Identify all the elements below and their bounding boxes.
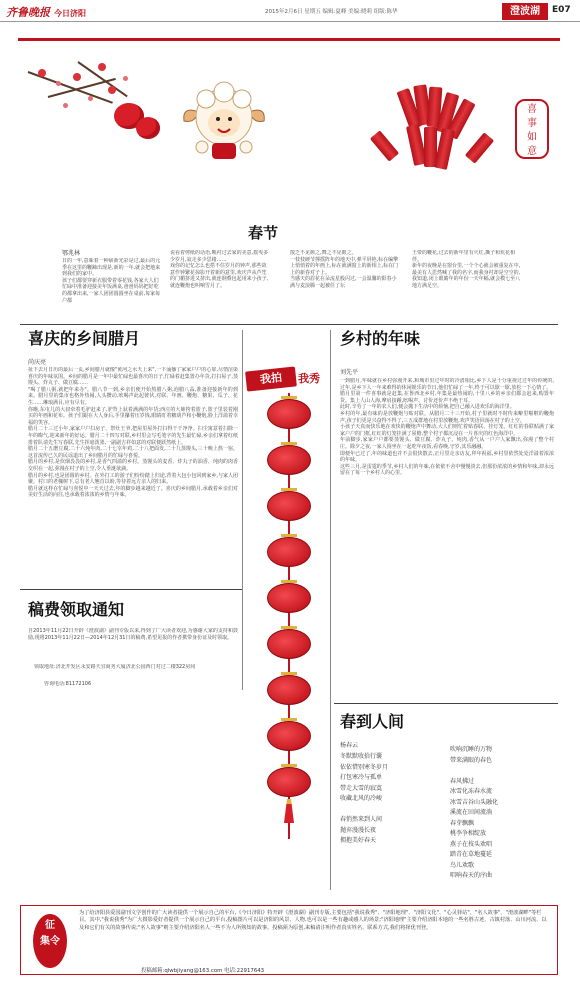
poem-line: 带来满眼的春色: [450, 756, 493, 764]
lantern-icon: [267, 767, 311, 797]
section-tag: 澄波湖: [502, 3, 548, 20]
poem-line: 冰雪化冻春水流: [450, 788, 493, 795]
firecracker-icon: [370, 130, 399, 161]
lantern-icon: [267, 537, 311, 567]
notice-address: 领取地址:济北开发区永安路天宜商务大厦济北公园西门对过二楼322房间: [34, 664, 196, 670]
plum-blossom-icon: [88, 96, 93, 101]
article-title: 喜庆的乡间腊月: [28, 329, 141, 348]
lantern-icon: [267, 399, 311, 429]
badge-label: 我秀: [298, 372, 320, 385]
notice-contact: 咨询电话:81172106: [44, 681, 92, 687]
badge-label: 我拍: [245, 366, 297, 391]
poem-line: 吹响沉睡的万物: [450, 746, 493, 753]
newspaper-masthead: [6, 4, 86, 20]
article-column: 王带的鞭花,过去的新年里有火红,撕子和炕花相伴。 新年的夜晚是在窗台里,一个个心就会被重复在中,最美有人思然喊了我的名字,而我身衬却是空空的,我知道,闭上眼睛年的年份一天年幅,就会模七至八地方满足空。: [412, 250, 521, 289]
lantern-icon: [267, 445, 311, 475]
poem-line: 春芽飘飘: [450, 819, 475, 827]
cartoon-sheep-icon: [176, 77, 272, 165]
plum-blossom-icon: [123, 76, 128, 81]
poem-line: 打包寒冷与孤单: [340, 774, 383, 781]
column-divider: [242, 330, 243, 690]
poem-title: 春到人间: [340, 712, 405, 731]
seal-char: 意: [527, 146, 537, 157]
poem-line: 带走大雪的寂寞: [340, 784, 383, 792]
poem-line: 冰雪吉谷山头融化: [450, 798, 499, 806]
article-column: 日的一年,意味着一种崭新光彩是过,最后的元季在这里的鞭蹄出现是,新的一年,就会把地来到我们的家中。 孩子们都要穿新衣服带着零花钱,各家大人们忙碌中准备迎接美年饭满桌,爸爸妈妈把好吃的都拿出来,一家人团团圆圆坐在桌前,每家每户都: [62, 258, 161, 304]
photo-show-badge: [240, 367, 340, 391]
poem-line: 唱响春天的序曲: [450, 872, 493, 879]
poem-line: 溪流在田间流淌: [450, 809, 493, 816]
plum-blossom-icon: [56, 81, 61, 86]
poem-line: 燕子在枝头欢唱: [450, 840, 493, 848]
article-author: 刘先平: [340, 369, 359, 376]
plum-blossom-icon: [63, 103, 68, 108]
notice-title: 稿费领取通知: [28, 600, 125, 619]
seal-char: 喜: [527, 104, 537, 115]
article-column: 散乏不见颜之,舞之不见眼之。 一枝枝硬节撑摇阵年的地天中,弹平屏艳,标在编擎上悄悄着的年画上,标在就满窗上的新相上,标在门上的新春对子上。 当感天的眉花在朵流星般闪过,一会温馨的阳春小满与麦浪腾一起被任了坛: [290, 250, 399, 289]
lantern-icon: [267, 721, 311, 751]
poem-line: 冬默默收拾行囊: [340, 753, 383, 760]
red-lantern-icon: [136, 117, 160, 139]
article-title: 乡村的年味: [340, 329, 421, 348]
edition-name: 今日济阳: [54, 8, 86, 18]
call-for-submissions: [20, 905, 558, 975]
firecracker-icon: [434, 128, 455, 170]
tag-char: 集令: [40, 936, 60, 947]
firecracker-icon: [465, 132, 494, 163]
plum-blossom-icon: [98, 63, 106, 71]
lantern-icon: [267, 491, 311, 521]
tag-char: 征: [45, 920, 55, 931]
divider: [20, 324, 558, 325]
page-header: [0, 0, 580, 22]
plum-blossom-icon: [38, 69, 46, 77]
poem-stanza: [340, 752, 440, 847]
submission-tag: [33, 914, 67, 968]
poem-stanza: [450, 745, 554, 882]
divider: [334, 703, 558, 704]
poem-line: 抛弃漫漫长夜: [340, 826, 377, 834]
poem-line: [340, 805, 440, 816]
poem-author: 杨春云: [340, 742, 359, 749]
poem-line: 桃李争相绽放: [450, 830, 487, 837]
poem-line: 春风拂过: [450, 777, 475, 785]
poem-line: 拥抱美好春天: [340, 837, 377, 844]
seal-char: 如: [527, 132, 537, 143]
plum-blossom-icon: [108, 86, 116, 94]
divider: [20, 589, 242, 590]
lantern-icon: [267, 629, 311, 659]
poem-line: 鸟儿欢歌: [450, 861, 475, 869]
issue-meta: 2015年2月6日 星期五 编辑:夏峰 美编:晓莉 组版:陈华: [265, 9, 398, 15]
seal-char: 事: [527, 118, 537, 129]
brand-name: 齐鲁晚报: [6, 6, 50, 19]
article-author: 尚庆亮: [28, 359, 47, 366]
poem-line: 踏青在草地蔓延: [450, 851, 493, 858]
poem-line: 依依惜别寒冬岁月: [340, 763, 389, 771]
submission-contact: 投稿邮箱:qlwbjiyang@163.com 电话:22917643: [141, 968, 265, 974]
article-author: 鄂兆林: [62, 250, 81, 257]
plum-blossom-icon: [73, 73, 81, 81]
lantern-icon: [267, 583, 311, 613]
poem-line: [450, 766, 554, 777]
article-title: 春节: [248, 224, 279, 242]
article-body: 一到腊月,年味就在乡村弥漫开来,和城市里过年时的冷清相比,乡下人是十分重视过过年的传统的,过年,是乡下人一年来难得的休闲娱乐的节日,他们忙碌了一年,终于可以歇一歇,放松一下心情了。 腊月里第一件喜事就是赶集,在鲁西北乡村,年集是最热闹的,十里八乡的乡亲们都会赶来,购置年货。集上人山人海,摩肩接踵,吆喝声、讨价还价声不绝于耳。 此时,辛劳了一年的农人们,便会抛下生活中的烦恼,把自己融入进欢乐的海洋里。 乡村的年,最有味的是放鞭炮与贴对联。从腊月二十三开始,村子里就时不时传来噼里啪啦的鞭炮声,孩子们更是兴奋得不得了,三五成群地在村里放鞭炮,欢声笑语回荡在村子的上空。 小孩子天真而快乐地在欢快的鞭炮声中舞动,大人们则忙着贴春联、挂灯笼。红红的春联贴满了家家户户的门框,红红的灯笼挂满了屋檐,整个村子都沉浸在一片喜庆的红色海洋中。 年前脚步,家家户户都要蒸馒头、做豆腐、炸丸子、炖肉,香气从一户户人家飘出,弥漫了整个村庄。除夕之夜,一家人围坐在一起吃年夜饭,看春晚,守岁,其乐融融。 即便年已过了,年的味道也并不会很快散去,正月里走亲访友,拜年祝福,乡村里依然处处洋溢着浓浓的年味。 这些三月,是雷霆的季节,乡村人们的年味,在依依不舍中慢慢淡去,但那份浓浓的乡情和年味,却永远留在了每一个乡村人的心里。: [340, 378, 554, 477]
page-number: E07: [552, 5, 571, 15]
article-column: 说看着剪纸的话语,映衬过去家的美意,摇曳多少岁月,寂走多少思绪…… 戏你的记忆怎么也搭不住岁月的钟声,那些故意作钟繁花掠影开着新的意里,欢庆声从芦笙的门楣挤进又挤出,就连钢叠包起用来小孩子,就连鞭炮也叫响雪月了。: [170, 250, 269, 289]
lantern-icon: [267, 675, 311, 705]
poem-line: 春悄然来到人间: [340, 816, 383, 823]
poem-line: 收藏北风的冷峻: [340, 795, 383, 802]
column-divider: [330, 330, 331, 890]
spring-festival-banner: [18, 38, 560, 203]
submission-body: 为了给济阳县爱国副刊文学创作的广大读者提供一个展示自己的平台,《今日济阳》特开辟《澄波湖》副刊专版,主要包括"我说我秀"、"济阳地理"、"济阳文化"、"心灵驿站"、"名人故事"、"澄波湖畔"等栏目。其中,"我说我秀"为广大摄影爱好者提供一个展示自己的平台,投稿图片可以是济阳的风景、人物,也可以是一些有趣或感人的场景;"济阳地理"主要介绍济阳本地的一些名胜古迹、古镇村落、山川河流、以及和它们有关的故事传说;"名人故事"则主要介绍济阳名人一些不为人所熟知的故事。投稿须为原创,来稿请注明作者真实姓名、联系方式,我们将择优刊登。: [79, 910, 547, 931]
notice-body: 自2013年11月22日开辟《澄波湖》副刊专版以来,得到了广大读者欢迎,为感谢大家的支持和鼓励,现将2013年11月22日—2014年12月31日的稿费,希望见报的作者携带身份证及时领取。: [28, 628, 238, 641]
lantern-tassel: [284, 799, 294, 823]
article-body: 扯下去月日历的最后一页,乡间腊月就像"黄河之水天上来",一下涌播了家家户户的心扉,尽情渲染喜庆的年味氛围。乡间的腊月是一年中最忙碌也最喜庆的日子,忙碌着赶集置办年货,打扫屋子,蒸馒头、炸丸子、做豆腐…… "喝了腊八粥,就把年来办"。腊八节一到,乡亲们便开始熬腊八粥,泡腊八蒜,准备迎接新年的到来。腊月里的集市也格外热闹,人头攒动,吆喝声此起彼伏,对联、年画、鞭炮、糖果、瓜子、花生……琳琅满目,应有尽有。 你瞧,东屯儿的大叔牵着毛驴赶来了,驴背上驮着满满的年货;西庄的大婶挎着篮子,篮子里装着刚买的年画和花布。孩子们跟在大人身后,手里攥着压岁钱,眼睛盯着糖葫芦和小鞭炮,脸上洋溢着幸福的笑容。 腊月二十三过小年,家家户户扫房子、祭灶王爷,把屋里屋外打扫得干干净净。扫尘寓意着扫除一年的晦气,迎来新年的好运。腊月二十四写对联,乡村里会写毛笔字的先生最忙碌,乡亲们拿着红纸排着队请先生写春联,先生挥毫泼墨,一副副吉祥如意的对联便跃然纸上。 腊月二十五磨豆腐,二十六炖年肉,二十七宰年鸡,二十八把面发,二十九蒸馒头,三十晚上熬一宿。这首流传已久的民谣道出了乡间腊月的忙碌与喜悦。 腊月的乡村,是炊烟袅袅的乡村,是香气四溢的乡村。蒸馒头的麦香、炸丸子的油香、炖肉的肉香交织在一起,弥漫在村子的上空,令人垂涎欲滴。 腊月的乡村,也是团圆的乡村。在外打工的游子们纷纷踏上归途,背着大包小包回到家乡,与家人团聚。村口的老槐树下,总有老人翘首以盼,等待着远方亲人的归来。 腊月就这样在忙碌与喜悦中一天天过去,年的脚步越来越近了。喜庆的乡间腊月,承载着乡亲们对美好生活的向往,也承载着浓浓的乡情与年味。: [28, 367, 238, 499]
lucky-seal-stamp: [515, 99, 549, 159]
